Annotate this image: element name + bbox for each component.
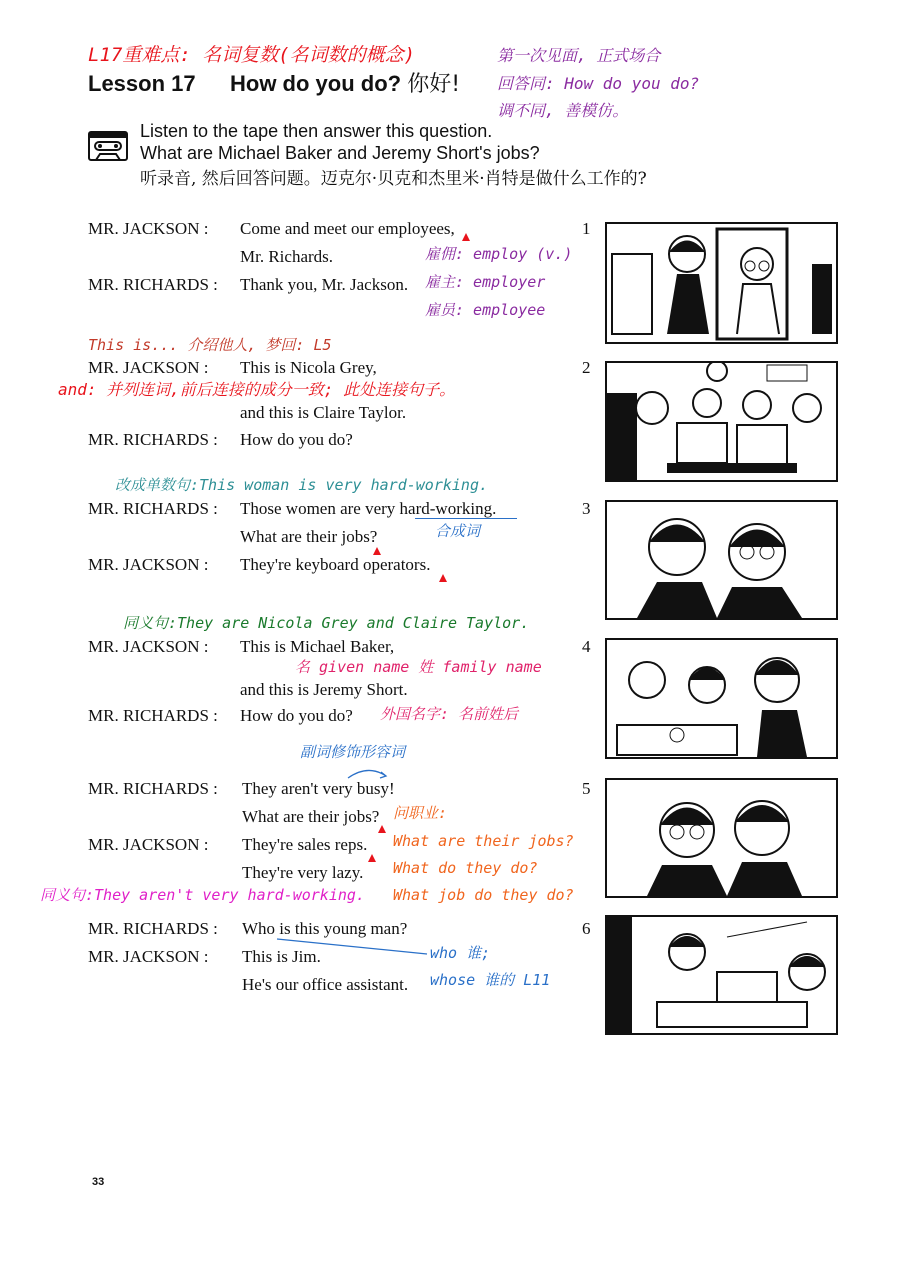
illustration-1 xyxy=(605,222,838,344)
dialogue-line: This is Nicola Grey, xyxy=(240,358,377,377)
picture-number: 6 xyxy=(582,919,591,938)
triangle-marker xyxy=(439,574,447,582)
synonym-note-2: 同义句:They aren't very hard-working. xyxy=(40,886,365,904)
lesson-title-cn: 你好! xyxy=(407,72,461,97)
dialogue-line: Come and meet our employees, xyxy=(240,219,455,238)
picture-number: 2 xyxy=(582,358,591,377)
intonation-note: 调不同, 善模仿。 xyxy=(497,101,629,120)
first-meeting-note: 第一次见面, 正式场合 xyxy=(497,46,661,65)
dialogue-line: This is Michael Baker, xyxy=(240,637,395,656)
lesson-title xyxy=(230,71,460,97)
names-note: 名 given name 姓 family name xyxy=(295,658,542,676)
speaker-jackson: MR. JACKSON : xyxy=(88,555,209,574)
dialogue-line: Those women are very hard-working. xyxy=(240,499,497,518)
dialogue-line: What are their jobs? xyxy=(240,527,378,546)
cassette-tape-icon xyxy=(88,131,128,161)
speaker-jackson: MR. JACKSON : xyxy=(88,835,209,854)
underline xyxy=(415,518,517,519)
this-is-note: This is... 介绍他人, 梦回: L5 xyxy=(88,336,332,354)
arrow-annotation xyxy=(346,766,390,780)
dialogue-line: Thank you, Mr. Jackson. xyxy=(240,275,409,294)
triangle-marker xyxy=(368,854,376,862)
adverb-note: 副词修饰形容词 xyxy=(300,743,406,761)
ask-job-note: 问职业: xyxy=(393,804,448,822)
lesson-number: Lesson 17 xyxy=(88,71,196,96)
dialogue-line: This is Jim. xyxy=(242,947,321,966)
dialogue-line: Who is this young man? xyxy=(242,919,408,938)
dialogue-line: and this is Jeremy Short. xyxy=(240,680,408,699)
who-note: who 谁; xyxy=(430,944,491,962)
dialogue-line: and this is Claire Taylor. xyxy=(240,403,407,422)
dialogue-line: They're keyboard operators. xyxy=(240,555,431,574)
lesson-title-en: How do you do? xyxy=(230,71,402,96)
dialogue-line: What are their jobs? xyxy=(242,807,380,826)
illustration-5 xyxy=(605,778,838,898)
illustration-2 xyxy=(605,361,838,482)
key-points-note: L17重难点: 名词复数(名词数的概念) xyxy=(88,44,416,66)
and-conjunction-note: and: 并列连词,前后连接的成分一致; 此处连接句子。 xyxy=(58,380,456,399)
triangle-marker xyxy=(378,825,386,833)
dialogue-line: They aren't very busy! xyxy=(242,779,395,798)
instruction-line-1: Listen to the tape then answer this question. xyxy=(140,121,493,141)
instruction-line-cn: 听录音, 然后回答问题。迈克尔·贝克和杰里米·肖特是做什么工作的? xyxy=(140,169,647,189)
dialogue-line: He's our office assistant. xyxy=(242,975,409,994)
triangle-marker xyxy=(373,547,381,555)
speaker-jackson: MR. JACKSON : xyxy=(88,358,209,377)
whose-note: whose 谁的 L11 xyxy=(430,971,551,989)
speaker-jackson: MR. JACKSON : xyxy=(88,637,209,656)
dialogue-line: How do you do? xyxy=(240,706,353,725)
speaker-richards: MR. RICHARDS : xyxy=(88,275,218,294)
singular-note: 改成单数句:This woman is very hard-working. xyxy=(115,476,489,494)
dialogue-line: They're very lazy. xyxy=(242,863,364,882)
page-number: 33 xyxy=(92,1176,105,1188)
instruction-line-2: What are Michael Baker and Jeremy Short's jobs? xyxy=(140,143,540,163)
illustration-6 xyxy=(605,915,838,1035)
ask-job-note-2: What do they do? xyxy=(393,859,538,877)
speaker-richards: MR. RICHARDS : xyxy=(88,919,218,938)
speaker-jackson: MR. JACKSON : xyxy=(88,947,209,966)
synonym-note-1: 同义句:They are Nicola Grey and Claire Taylor. xyxy=(123,614,530,632)
employee-note: 雇员: employee xyxy=(425,301,546,319)
picture-number: 5 xyxy=(582,779,591,798)
picture-number: 3 xyxy=(582,499,591,518)
employer-note: 雇主: employer xyxy=(425,273,546,291)
foreign-names-note: 外国名字: 名前姓后 xyxy=(380,705,519,723)
compound-word-note: 合成词 xyxy=(435,522,481,540)
ask-job-note-1: What are their jobs? xyxy=(393,832,574,850)
picture-number: 4 xyxy=(582,637,591,656)
dialogue-line: They're sales reps. xyxy=(242,835,368,854)
employ-note: 雇佣: employ (v.) xyxy=(425,245,573,263)
triangle-marker xyxy=(462,233,470,241)
speaker-richards: MR. RICHARDS : xyxy=(88,430,218,449)
picture-number: 1 xyxy=(582,219,591,238)
dialogue-line: Mr. Richards. xyxy=(240,247,334,266)
answer-note: 回答同: How do you do? xyxy=(497,74,700,93)
speaker-jackson: MR. JACKSON : xyxy=(88,219,209,238)
speaker-richards: MR. RICHARDS : xyxy=(88,779,218,798)
ask-job-note-3: What job do they do? xyxy=(393,886,574,904)
dialogue-line: How do you do? xyxy=(240,430,353,449)
speaker-richards: MR. RICHARDS : xyxy=(88,706,218,725)
illustration-4 xyxy=(605,638,838,759)
illustration-3 xyxy=(605,500,838,620)
speaker-richards: MR. RICHARDS : xyxy=(88,499,218,518)
